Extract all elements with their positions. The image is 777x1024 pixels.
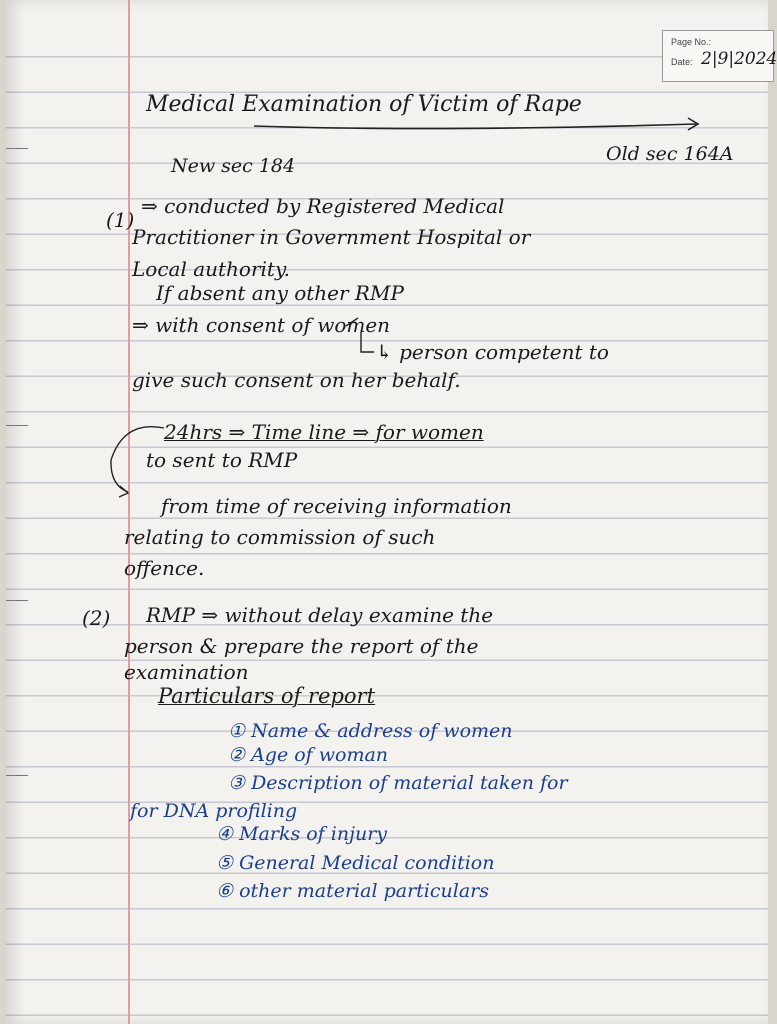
- new-section: New sec 184: [171, 155, 296, 177]
- point-1-line: Local authority.: [132, 257, 290, 281]
- point-1-line: ↳ person competent to: [376, 340, 609, 364]
- particular-item: ④ Marks of injury: [216, 823, 388, 845]
- point-1-line: If absent any other RMP: [156, 281, 404, 305]
- point-2-line: RMP ⇒ without delay examine the: [146, 603, 494, 627]
- point-2-line: person & prepare the report of the: [124, 634, 479, 658]
- point-1-line: relating to commission of such: [124, 525, 436, 549]
- point-1-line: offence.: [124, 556, 205, 580]
- particular-item: ① Name & address of women: [228, 720, 513, 742]
- date-label: Date:: [671, 57, 693, 67]
- particulars-heading: Particulars of report: [158, 684, 376, 708]
- point-2-line: examination: [124, 660, 249, 684]
- point-1-line: ⇒ with consent of women: [132, 313, 391, 337]
- point-1-line: give such consent on her behalf.: [132, 368, 461, 392]
- page-title: Medical Examination of Victim of Rape: [146, 92, 582, 117]
- point-2-number: (2): [82, 606, 111, 630]
- particular-item: ⑤ General Medical condition: [216, 852, 495, 874]
- point-1-number: (1): [106, 208, 135, 232]
- point-1-line: Practitioner in Government Hospital or: [132, 225, 531, 249]
- notebook-page: [6, 0, 777, 1024]
- particular-item: ⑥ other material particulars: [216, 880, 489, 902]
- point-1-line: to sent to RMP: [146, 448, 298, 472]
- particular-item: for DNA profiling: [130, 800, 298, 822]
- date-value: 2|9|2024: [701, 49, 777, 69]
- particular-item: ③ Description of material taken for: [228, 772, 568, 794]
- point-1-line: ⇒ conducted by Registered Medical: [141, 194, 505, 218]
- particular-item: ② Age of woman: [228, 744, 389, 766]
- old-section: Old sec 164A: [606, 143, 734, 165]
- point-1-line: from time of receiving information: [161, 494, 512, 518]
- point-1-line: 24hrs ⇒ Time line ⇒ for women: [164, 420, 484, 444]
- page-no-label: Page No.:: [671, 37, 712, 47]
